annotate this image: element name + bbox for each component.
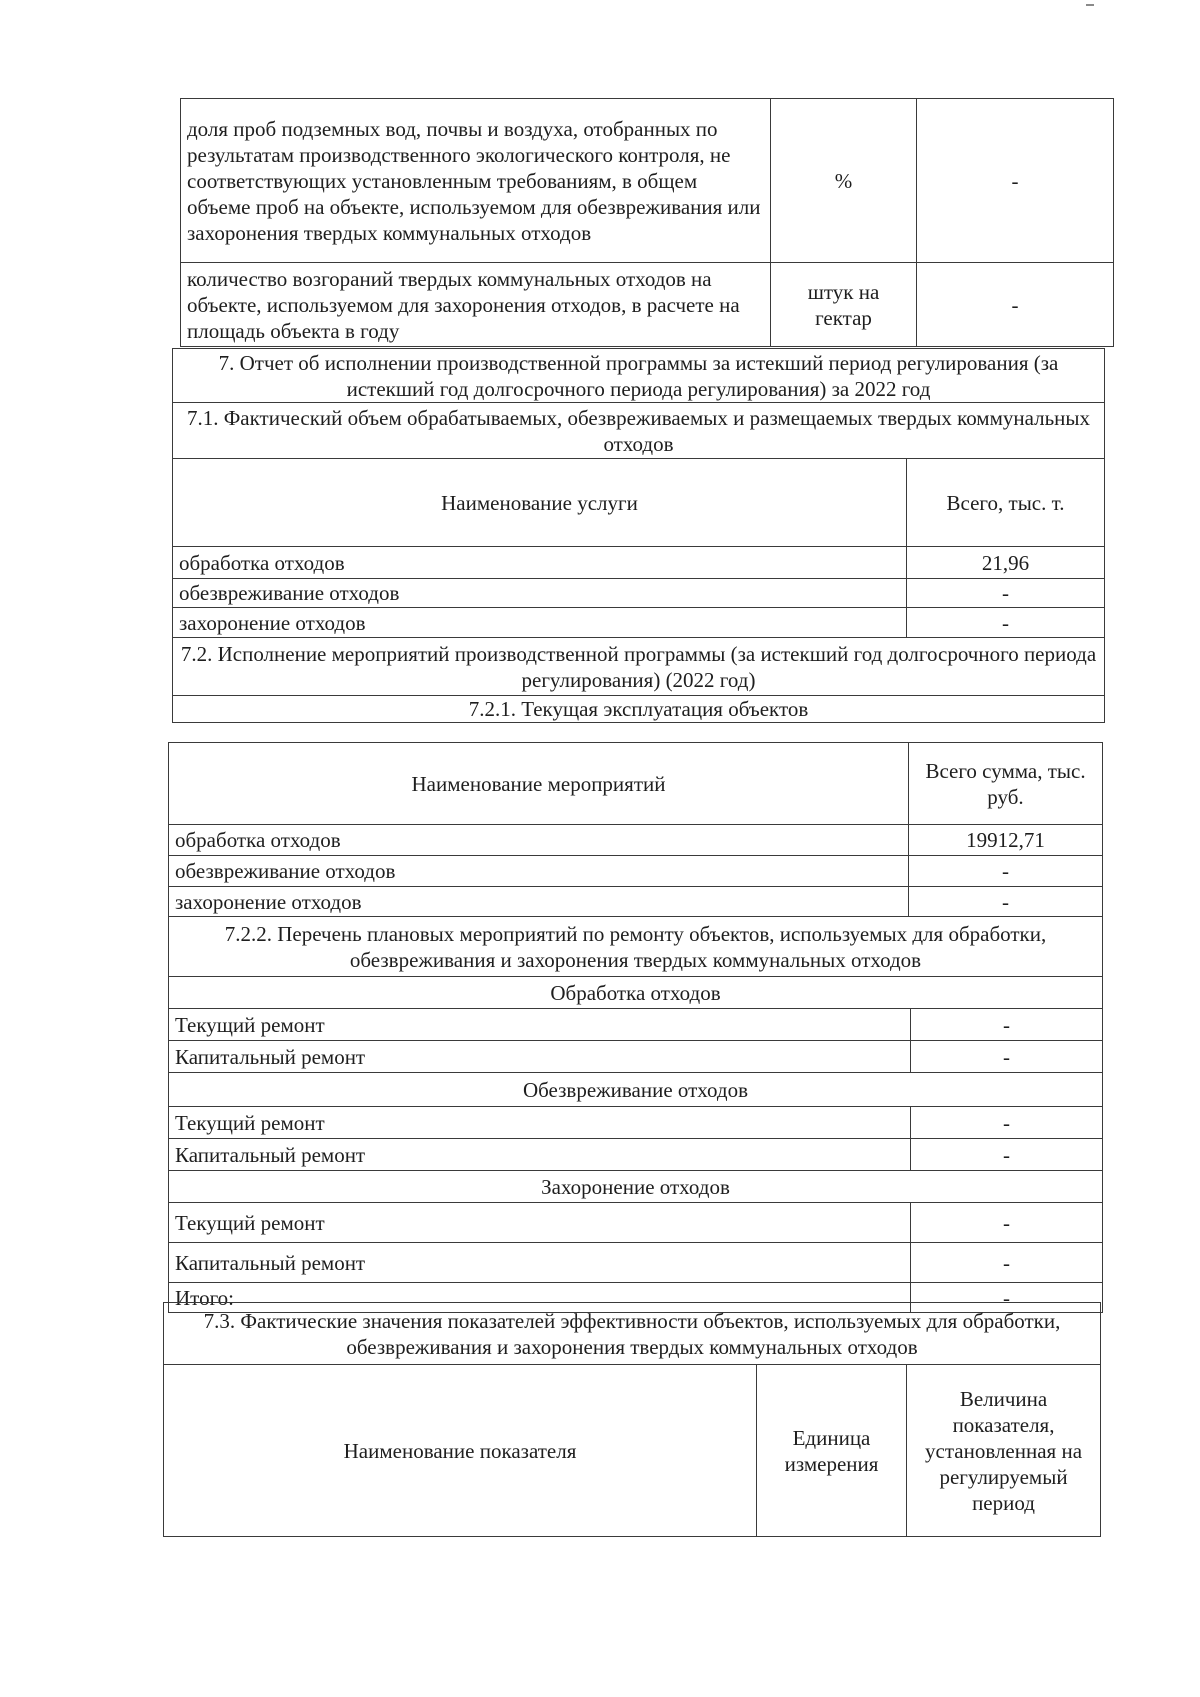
service-value: -	[907, 579, 1105, 608]
activity-name: захоронение отходов	[169, 887, 909, 917]
repair-value: -	[911, 1139, 1103, 1171]
column-header-indicator: Наименование показателя	[164, 1365, 757, 1537]
operations-table	[168, 742, 1103, 917]
table-row	[173, 547, 1105, 579]
section-7-title: 7. Отчет об исполнении производственной программы за истекший период регулирования (за истекший год долгосрочного периода регулирования) за 2022 год	[173, 349, 1105, 403]
group-title: Обработка отходов	[169, 977, 1103, 1009]
table-row	[169, 1041, 1103, 1073]
column-header-activity: Наименование мероприятий	[169, 743, 909, 825]
table-row	[169, 887, 1103, 917]
indicator-value: -	[917, 99, 1114, 263]
table-row	[169, 1171, 1103, 1203]
table-row	[169, 743, 1103, 825]
table-row	[173, 638, 1105, 696]
table-row	[169, 1243, 1103, 1283]
table-row	[181, 263, 1114, 347]
group-title: Захоронение отходов	[169, 1171, 1103, 1203]
table-row	[169, 917, 1103, 977]
column-header-unit: Единица измерения	[757, 1365, 907, 1537]
table-row	[173, 696, 1105, 723]
activity-value: -	[909, 856, 1103, 887]
column-header-sum: Всего сумма, тыс. руб.	[909, 743, 1103, 825]
table-row	[173, 608, 1105, 638]
table-row	[164, 1303, 1101, 1365]
table-row	[169, 1107, 1103, 1139]
table-row	[173, 579, 1105, 608]
section-7-2-1-title: 7.2.1. Текущая эксплуатация объектов	[173, 696, 1105, 723]
scan-artifact	[1086, 0, 1094, 6]
total-label: Итого:	[169, 1283, 911, 1313]
table-row	[169, 1203, 1103, 1243]
group-title: Обезвреживание отходов	[169, 1073, 1103, 1107]
total-value: -	[911, 1283, 1103, 1313]
repair-name: Текущий ремонт	[169, 1009, 911, 1041]
indicators-table	[180, 98, 1114, 347]
repair-name: Капитальный ремонт	[169, 1243, 911, 1283]
column-header-service: Наименование услуги	[173, 459, 907, 547]
repair-value: -	[911, 1203, 1103, 1243]
activity-name: обработка отходов	[169, 825, 909, 856]
table-row	[169, 856, 1103, 887]
service-value: -	[907, 608, 1105, 638]
table-row	[169, 1139, 1103, 1171]
section-7-2-2-title: 7.2.2. Перечень плановых мероприятий по ремонту объектов, используемых для обработки, обезвреживания и захоронения твердых коммунальных отходов	[169, 917, 1103, 977]
efficiency-table	[163, 1302, 1101, 1537]
repairs-table	[168, 916, 1103, 1313]
activity-name: обезвреживание отходов	[169, 856, 909, 887]
table-row	[169, 825, 1103, 856]
repair-value: -	[911, 1041, 1103, 1073]
repair-name: Капитальный ремонт	[169, 1139, 911, 1171]
table-row	[181, 99, 1114, 263]
section-7-2-title: 7.2. Исполнение мероприятий производственной программы (за истекший год долгосрочного периода регулирования) (2022 год)	[173, 638, 1105, 696]
section-7-3-title: 7.3. Фактические значения показателей эффективности объектов, используемых для обработки, обезвреживания и захоронения твердых коммунальных отходов	[164, 1303, 1101, 1365]
activity-value: 19912,71	[909, 825, 1103, 856]
service-value: 21,96	[907, 547, 1105, 579]
repair-name: Текущий ремонт	[169, 1203, 911, 1243]
indicator-name: количество возгораний твердых коммунальных отходов на объекте, используемом для захоронения отходов, в расчете на площадь объекта в году	[181, 263, 771, 347]
repair-value: -	[911, 1009, 1103, 1041]
indicator-unit: штук на гектар	[771, 263, 917, 347]
table-row	[169, 1009, 1103, 1041]
indicator-name: доля проб подземных вод, почвы и воздуха, отобранных по результатам производственного экологического контроля, не соответствующих установленным требованиям, в общем объеме проб на объекте, используемом для обезвреживания или захоронения твердых коммунальных отходов	[181, 99, 771, 263]
indicator-unit: %	[771, 99, 917, 263]
table-row	[173, 459, 1105, 547]
table-row	[164, 1365, 1101, 1537]
indicator-value: -	[917, 263, 1114, 347]
repair-value: -	[911, 1243, 1103, 1283]
column-header-value: Величина показателя, установленная на регулируемый период	[907, 1365, 1101, 1537]
service-name: обработка отходов	[173, 547, 907, 579]
table-row	[173, 403, 1105, 459]
repair-name: Капитальный ремонт	[169, 1041, 911, 1073]
column-header-total: Всего, тыс. т.	[907, 459, 1105, 547]
service-name: захоронение отходов	[173, 608, 907, 638]
repair-name: Текущий ремонт	[169, 1107, 911, 1139]
table-row	[173, 349, 1105, 403]
table-row	[169, 977, 1103, 1009]
repair-value: -	[911, 1107, 1103, 1139]
section-7-1-title: 7.1. Фактический объем обрабатываемых, обезвреживаемых и размещаемых твердых коммунальных отходов	[173, 403, 1105, 459]
activity-value: -	[909, 887, 1103, 917]
service-name: обезвреживание отходов	[173, 579, 907, 608]
table-row	[169, 1073, 1103, 1107]
services-table	[172, 348, 1105, 723]
